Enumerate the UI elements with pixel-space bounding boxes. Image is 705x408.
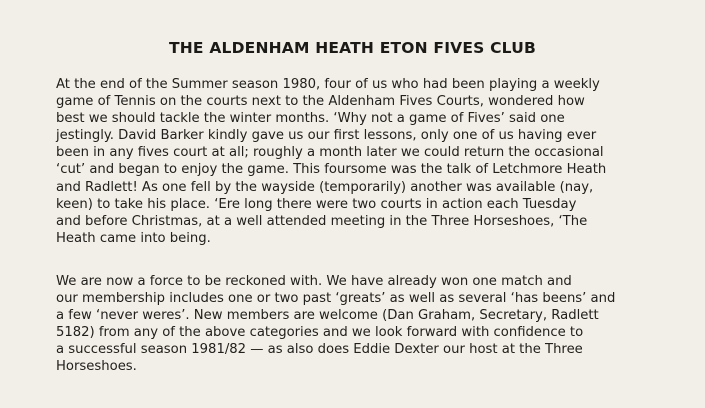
text-line: a few ‘never weres’. New members are welcome (Dan Graham, Secretary, Radlett — [56, 308, 599, 324]
text-line: keen) to take his place. ‘Ere long there were two courts in action each Tuesday — [56, 196, 577, 212]
text-line: and before Christmas, at a well attended meeting in the Three Horseshoes, ‘The — [56, 213, 588, 229]
text-line: 5182) from any of the above categories and we look forward with confidence to — [56, 325, 584, 341]
text-line: best we should tackle the winter months. ‘Why not a game of Fives’ said one — [56, 111, 565, 127]
paragraph-1 — [56, 76, 606, 247]
paragraph-2 — [56, 273, 615, 376]
document-title: THE ALDENHAM HEATH ETON FIVES CLUB — [168, 39, 537, 57]
text-line: Horseshoes. — [56, 359, 137, 375]
text-line: and Radlett! As one fell by the wayside (temporarily) another was available (nay, — [56, 179, 594, 195]
text-line: ‘cut’ and began to enjoy the game. This foursome was the talk of Letchmore Heath — [56, 162, 607, 178]
text-line: our membership includes one or two past ‘greats’ as well as several ‘has beens’ and — [56, 291, 616, 307]
text-line: a successful season 1981/82 — as also does Eddie Dexter our host at the Three — [56, 342, 583, 358]
text-line: Heath came into being. — [56, 230, 211, 246]
text-line: jestingly. David Barker kindly gave us our first lessons, only one of us having ever — [56, 128, 597, 144]
text-line: game of Tennis on the courts next to the Aldenham Fives Courts, wondered how — [56, 94, 585, 110]
text-line: been in any fives court at all; roughly a month later we could return the occasional — [56, 145, 604, 161]
text-line: We are now a force to be reckoned with. We have already won one match and — [56, 274, 572, 289]
text-line: At the end of the Summer season 1980, four of us who had been playing a weekly — [56, 77, 600, 92]
